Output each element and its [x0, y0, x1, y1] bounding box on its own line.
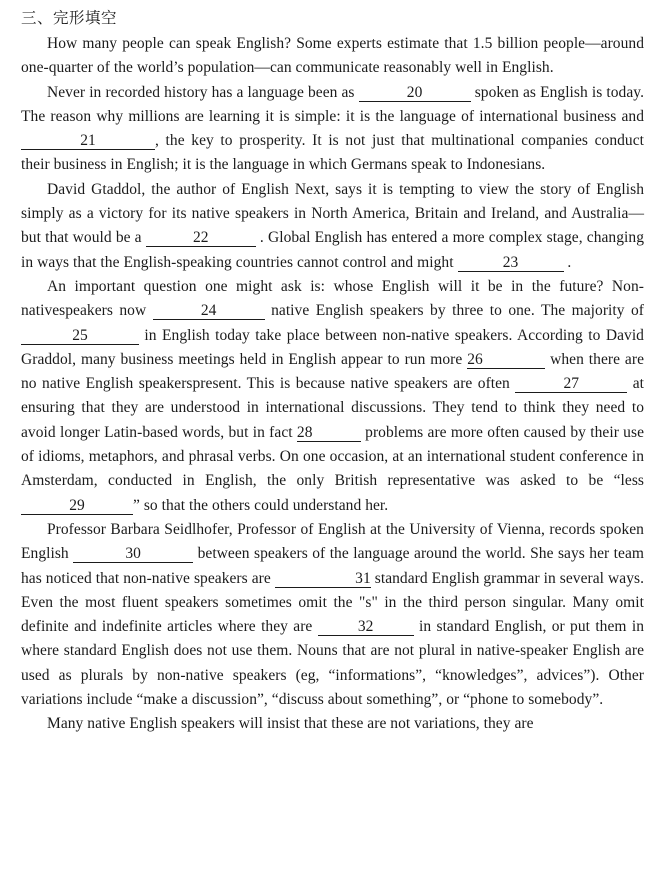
passage-text: ” so that the others could understand her.: [133, 496, 389, 514]
blank-30[interactable]: 30: [73, 545, 193, 563]
blank-27[interactable]: 27: [515, 375, 627, 393]
passage-text: Professor Barbara Seidlhofer, Professor of English at the University of Vienna, records spoken English: [21, 520, 644, 563]
paragraph: [21, 178, 644, 275]
passage-text: An important question one might ask is: whose English will it be in the future? Non-nativespeakers now: [21, 277, 644, 320]
paragraph: [21, 81, 644, 178]
blank-28[interactable]: 28: [297, 424, 361, 442]
paragraph: [21, 518, 644, 712]
passage-text: spoken as English is today. The reason why millions are learning it is simple: it is the language of international business and: [21, 83, 645, 125]
blank-24[interactable]: 24: [153, 302, 265, 320]
passage-text: .: [563, 253, 572, 271]
blank-25[interactable]: 25: [21, 327, 139, 345]
passage-body: [21, 32, 644, 737]
passage-text: problems are more often caused by their use of idioms, metaphors, and phrasal verbs. On one occasion, at an international student conference in Amsterdam, conducted in English, the only British representative was asked to be “less: [21, 423, 644, 490]
passage-text: at ensuring that they are understood in international discussions. They tend to think they need to avoid longer Latin-based words, but in fact: [21, 375, 644, 441]
passage-text: , the key to prosperity. It is not just that multinational companies conduct their business in English; it is the language in which Germans speak to Indonesians.: [21, 132, 644, 174]
section-title: 三、完形填空: [21, 10, 118, 27]
passage-text: standard English grammar in several ways. Even the most fluent speakers sometimes omit the "s" in the third person singular. Many omit definite and indefinite articles where they are: [21, 569, 644, 636]
blank-29[interactable]: 29: [21, 497, 133, 515]
passage-text: Many native English speakers will insist that these are not variations, they are: [47, 715, 534, 733]
passage-text: between speakers of the language around the world. She says her team has noticed that non-native speakers are: [21, 545, 644, 587]
blank-32[interactable]: 32: [318, 618, 414, 636]
paragraph: [21, 712, 644, 736]
blank-31[interactable]: 31: [275, 570, 371, 588]
passage-text: David Gtaddol, the author of English Next, says it is tempting to view the story of English simply as a victory for its native speakers in North America, Britain and Ireland, and Australia— but that would be a: [21, 180, 644, 247]
passage-text: . Global English has entered a more complex stage, changing in ways that the English-speaking countries cannot control and might: [21, 229, 644, 271]
blank-26[interactable]: 26: [467, 351, 545, 369]
blank-22[interactable]: 22: [146, 229, 256, 247]
blank-20[interactable]: 20: [359, 84, 471, 102]
blank-23[interactable]: 23: [458, 254, 564, 272]
passage-text: in English today take place between non-native speakers. According to David Graddol, many business meetings held in English appear to run more: [21, 326, 644, 368]
passage-text: Never in recorded history has a language been as: [47, 83, 359, 101]
passage-text: native English speakers by three to one. The majority of: [264, 302, 644, 320]
paragraph: [21, 32, 644, 81]
passage-text: when there are no native English speakerspresent. This is because native speakers are often: [21, 350, 644, 393]
paragraph: [21, 275, 644, 518]
blank-21[interactable]: 21: [21, 132, 155, 150]
passage-text: in standard English, or put them in where standard English does not use them. Nouns that are not plural in native-speaker English are used as plurals by non-native speakers (eg, “informations”, “knowledges”, advices”). Other variations include “make a discussion”, “discuss about something”, or “phone to somebody”.: [21, 618, 644, 709]
passage-text: How many people can speak English? Some experts estimate that 1.5 billion people—around one-quarter of the world’s population—can communicate reasonably well in English.: [21, 35, 644, 77]
